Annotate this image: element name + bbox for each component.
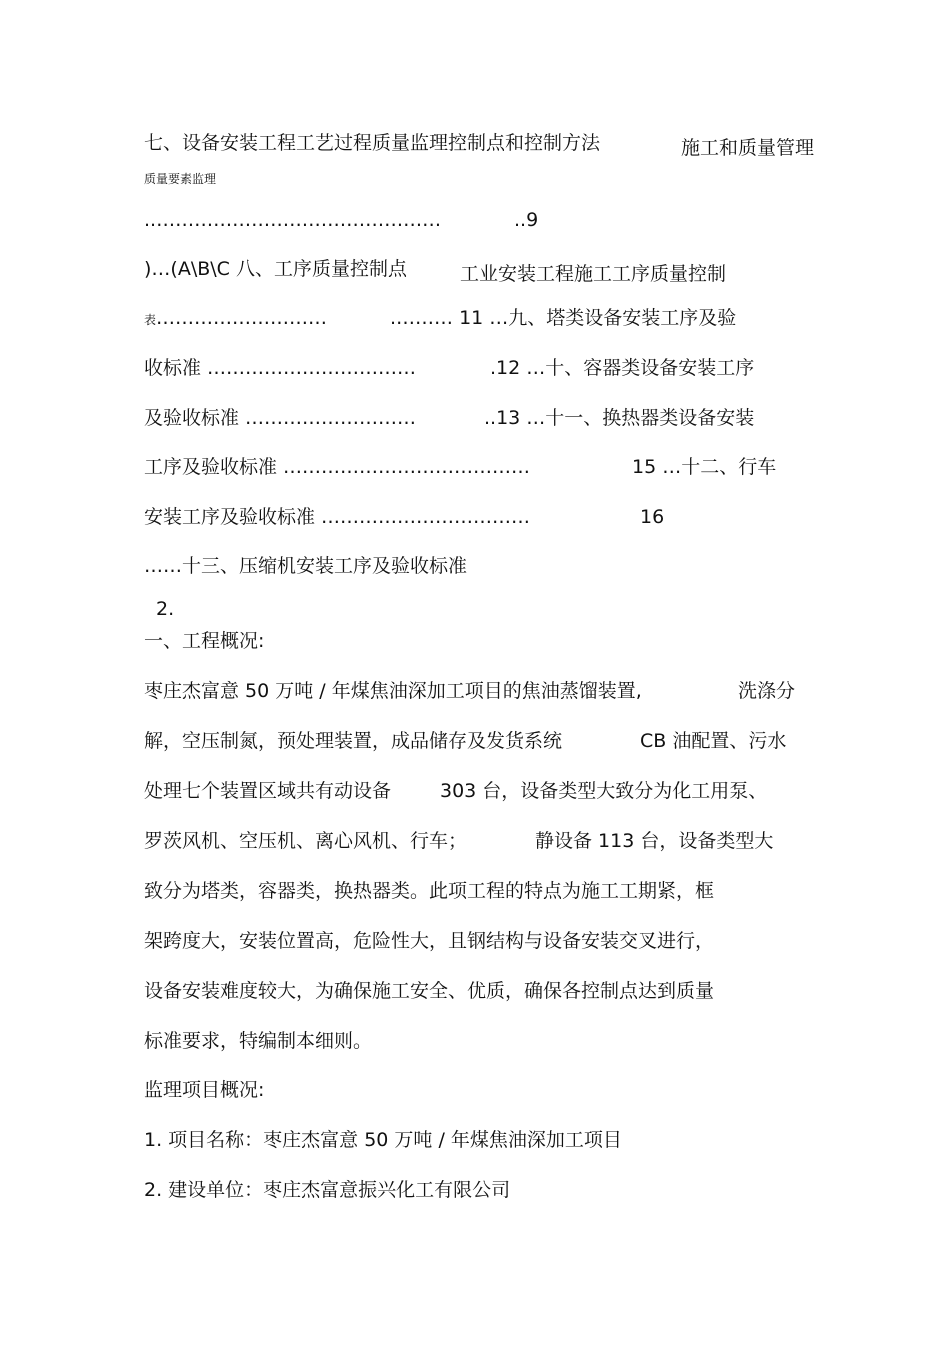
body-line-7: 设备安装难度较大，为确保施工安全、优质，确保各控制点达到质量 <box>144 980 715 1002</box>
toc-line-14: ……十三、压缩机安装工序及验收标准 <box>144 555 468 577</box>
toc-line-9 <box>144 306 327 330</box>
toc-line-10a: 收标准 …………………………… <box>144 357 417 379</box>
list-item-2: 2. 建设单位：枣庄杰富意振兴化工有限公司 <box>144 1179 511 1201</box>
body-line-4-right: 静设备 113 台，设备类型大 <box>535 830 774 852</box>
sub-heading: 监理项目概况: <box>144 1079 265 1101</box>
body-line-2: 解，空压制氮，预处理装置，成品储存及发货系统 <box>144 730 563 752</box>
toc-side-note-3: 工业安装工程施工工序质量控制 <box>460 263 727 285</box>
list-item-1: 1. 项目名称：枣庄杰富意 50 万吨 / 年煤焦油深加工项目 <box>144 1129 622 1151</box>
toc-line-12b: 15 …十二、行车 <box>632 456 777 478</box>
toc-line-8: )…(A\B\C 八、工序质量控制点 <box>144 258 407 280</box>
toc-line-15: 2. <box>156 598 175 620</box>
body-line-4: 罗茨风机、空压机、离心风机、行车； <box>144 830 468 852</box>
body-line-6: 架跨度大，安装位置高，危险性大，且钢结构与设备安装交叉进行， <box>144 930 715 952</box>
toc-side-note-2: 质量要素监理 <box>144 172 217 186</box>
toc-line-13b: 16 <box>640 506 665 528</box>
toc-line-13a: 安装工序及验收标准 …………………………… <box>144 506 531 528</box>
body-line-1: 枣庄杰富意 50 万吨 / 年煤焦油深加工项目的焦油蒸馏装置, <box>144 680 642 702</box>
toc-page-number: ..9 <box>514 209 539 231</box>
body-line-3-right: 303 台，设备类型大致分为化工用泵、 <box>440 780 768 802</box>
toc-side-note: 施工和质量管理 <box>681 137 815 159</box>
toc-line-9-rest: .……… 11 …九、塔类设备安装工序及验 <box>390 307 737 329</box>
toc-side-note-4: 表 <box>144 313 157 327</box>
toc-line-10b: .12 …十、容器类设备安装工序 <box>490 357 755 379</box>
body-line-2-right: CB 油配置、污水 <box>640 730 787 752</box>
toc-dot-leader: ..……………………………………… <box>144 209 442 231</box>
toc-line-11b: ..13 …十一、换热器类设备安装 <box>484 407 755 429</box>
toc-line-7 <box>144 131 600 155</box>
body-line-3: 处理七个装置区域共有动设备 <box>144 780 392 802</box>
section-heading: 一、工程概况: <box>144 630 265 652</box>
toc-line-11a: 及验收标准 ……………………… <box>144 407 417 429</box>
toc-dot-leader-2: ……………………… <box>156 307 328 329</box>
body-line-5: 致分为塔类，容器类，换热器类。此项工程的特点为施工工期紧，框 <box>144 880 715 902</box>
toc-line-12a: 工序及验收标准 ………………………………… <box>144 456 531 478</box>
toc-heading-7: 七、设备安装工程工艺过程质量监理控制点和控制方法 <box>144 132 601 154</box>
body-line-1-right: 洗涤分 <box>738 680 796 702</box>
body-line-8: 标准要求，特编制本细则。 <box>144 1030 373 1052</box>
